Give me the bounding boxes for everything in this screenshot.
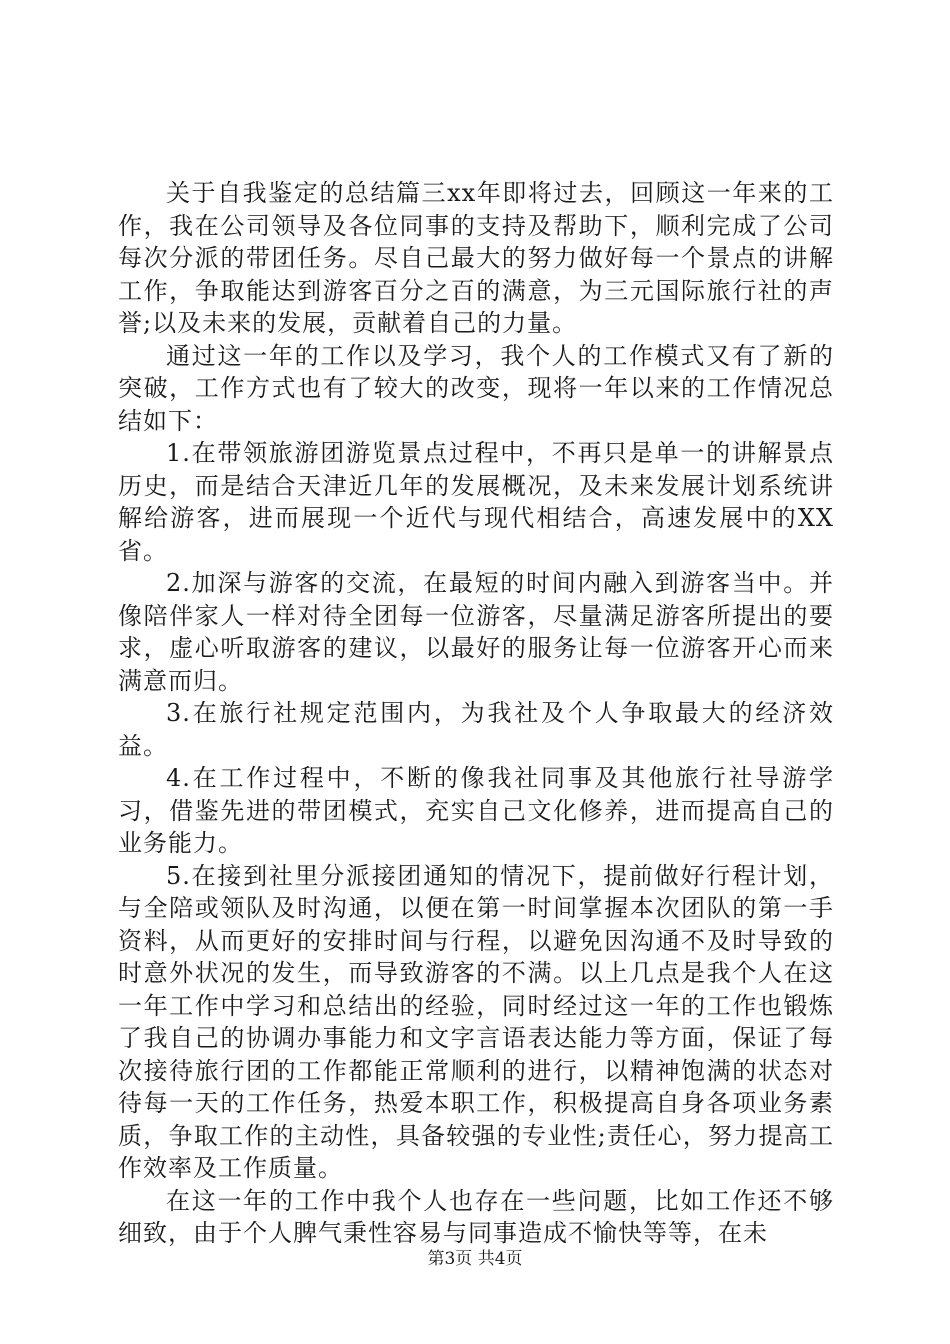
paragraph-problems: 在这一年的工作中我个人也存在一些问题，比如工作还不够细致，由于个人脾气秉性容易与同事造成不愉快等等，在未: [118, 1186, 834, 1247]
paragraph-point-3: 3.在旅行社规定范围内，为我社及个人争取最大的经济效益。: [118, 699, 834, 760]
paragraph-intro: 关于自我鉴定的总结篇三xx年即将过去，回顾这一年来的工作，我在公司领导及各位同事的支持及帮助下，顺利完成了公司每次分派的带团任务。尽自己最大的努力做好每一个景点的讲解工作，争取能达到游客百分之百的满意，为三元国际旅行社的声誉;以及未来的发展，贡献着自己的力量。: [118, 179, 834, 337]
document-body: [118, 177, 834, 1250]
paragraph-point-4: 4.在工作过程中，不断的像我社同事及其他旅行社导游学习，借鉴先进的带团模式，充实自己文化修养，进而提高自己的业务能力。: [118, 764, 834, 857]
paragraph-summary-lead: 通过这一年的工作以及学习，我个人的工作模式又有了新的突破，工作方式也有了较大的改变，现将一年以来的工作情况总结如下：: [118, 341, 834, 435]
paragraph-point-2: 2.加深与游客的交流，在最短的时间内融入到游客当中。并像陪伴家人一样对待全团每一位游客，尽量满足游客所提出的要求，虚心听取游客的建议，以最好的服务让每一位游客开心而来满意而归。: [118, 569, 834, 695]
paragraph-point-5: 5.在接到社里分派接团通知的情况下，提前做好行程计划，与全陪或领队及时沟通，以便在第一时间掌握本次团队的第一手资料，从而更好的安排时间与行程，以避免因沟通不及时导致的时意外状况的发生，而导致游客的不满。以上几点是我个人在这一年工作中学习和总结出的经验，同时经过这一年的工作也锻炼了我自己的协调办事能力和文字言语表达能力等方面，保证了每次接待旅行团的工作都能正常顺利的进行，以精神饱满的状态对待每一天的工作任务，热爱本职工作，积极提高自身各项业务素质，争取工作的主动性，具备较强的专业性;责任心，努力提高工作效率及工作质量。: [118, 861, 834, 1182]
paragraph-point-1: 1.在带领旅游团游览景点过程中，不再只是单一的讲解景点历史，而是结合天津近几年的发展概况，及未来发展计划系统讲解给游客，进而展现一个近代与现代相结合，高速发展中的XX省。: [118, 439, 834, 565]
page-number-footer: 第3页 共4页: [427, 1249, 523, 1269]
